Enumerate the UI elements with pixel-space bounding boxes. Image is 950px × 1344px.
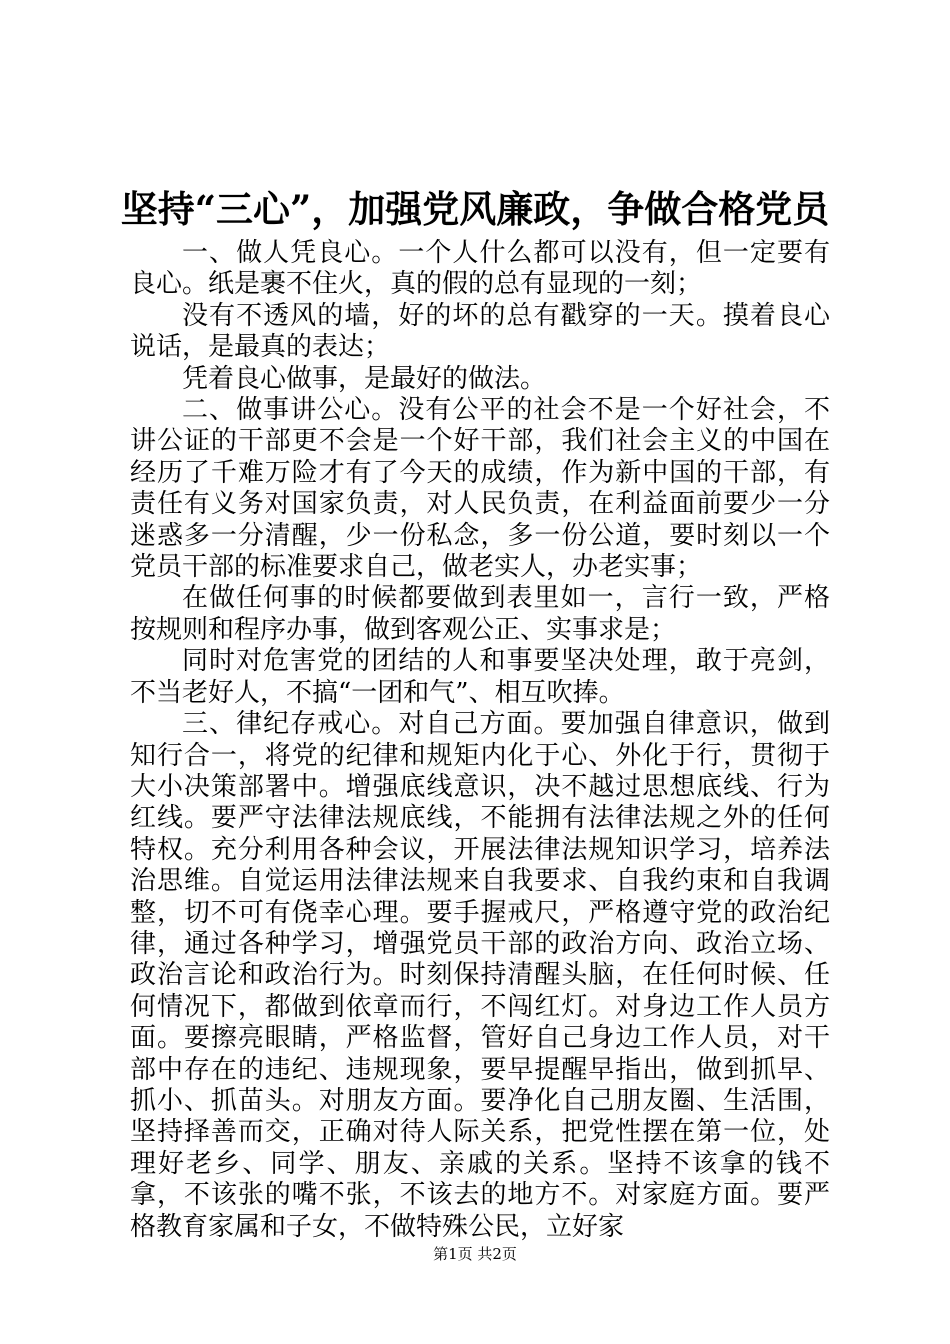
document-title: 坚持“三心”，加强党风廉政，争做合格党员	[120, 187, 830, 231]
paragraph: 三、律纪存戒心。对自己方面。要加强自律意识，做到知行合一，将党的纪律和规矩内化于心、外化于行，贯彻于大小决策部署中。增强底线意识，决不越过思想底线、行为红线。要严守法律法规底线，不能拥有法律法规之外的任何特权。充分利用各种会议，开展法律法规知识学习，培养法治思维。自觉运用法律法规来自我要求、自我约束和自我调整，切不可有侥幸心理。要手握戒尺，严格遵守党的政治纪律，通过各种学习，增强党员干部的政治方向、政治立场、政治言论和政治行为。时刻保持清醒头脑，在任何时候、任何情况下，都做到依章而行，不闯红灯。对身边工作人员方面。要擦亮眼睛，严格监督，管好自己身边工作人员，对干部中存在的违纪、违规现象，要早提醒早指出，做到抓早、抓小、抓苗头。对朋友方面。要净化自己朋友圈、生活围，坚持择善而交，正确对待人际关系，把党性摆在第一位，处理好老乡、同学、朋友、亲戚的关系。坚持不该拿的钱不拿，不该张的嘴不张，不该去的地方不。对家庭方面。要严格教育家属和子女，不做特殊公民，立好家	[130, 709, 830, 1242]
page-footer: 第1页 共2页	[433, 1245, 517, 1263]
document-body	[130, 238, 830, 1243]
paragraph: 一、做人凭良心。一个人什么都可以没有，但一定要有良心。纸是裹不住火，真的假的总有显现的一刻；	[130, 238, 830, 300]
paragraph: 在做任何事的时候都要做到表里如一，言行一致，严格按规则和程序办事，做到客观公正、实事求是；	[130, 583, 830, 645]
paragraph: 二、做事讲公心。没有公平的社会不是一个好社会，不讲公证的干部更不会是一个好干部，我们社会主义的中国在经历了千难万险才有了今天的成绩，作为新中国的干部，有责任有义务对国家负责，对人民负责，在利益面前要少一分迷惑多一分清醒，少一份私念，多一份公道，要时刻以一个党员干部的标准要求自己，做老实人，办老实事；	[130, 395, 830, 583]
paragraph: 凭着良心做事，是最好的做法。	[182, 363, 547, 394]
paragraph: 没有不透风的墙，好的坏的总有戳穿的一天。摸着良心说话，是最真的表达；	[130, 300, 830, 363]
paragraph: 同时对危害党的团结的人和事要坚决处理，敢于亮剑，不当老好人，不搞“一团和气”、相互吹捧。	[130, 646, 830, 708]
